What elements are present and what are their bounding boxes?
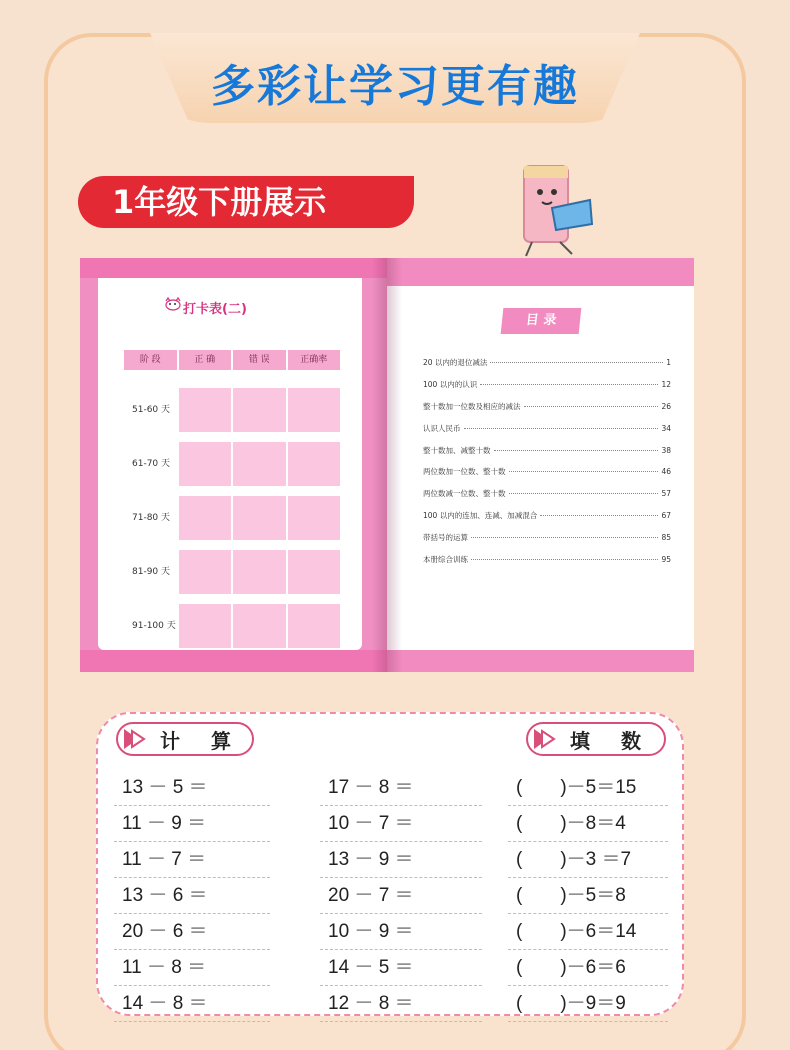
calc-equation: 11 － 9 ＝: [114, 806, 270, 842]
toc-item-title: 整十数加、减整十数: [423, 445, 491, 455]
table-row: [124, 388, 340, 432]
book-mascot-icon: [512, 160, 602, 260]
calc-equation: 13 － 9 ＝: [320, 842, 482, 878]
row-label: 71-80 天: [124, 496, 177, 540]
list-item: [423, 505, 671, 527]
calc-equation: 14 － 8 ＝: [114, 986, 270, 1022]
toc-item-title: 本册综合训练: [423, 554, 468, 564]
arrow-right-icon: [120, 725, 148, 753]
toc-item-title: 带括号的运算: [423, 532, 468, 542]
calc-equation: 11 － 8 ＝: [114, 950, 270, 986]
fill-equation: ( )－9＝9: [508, 986, 668, 1022]
toc-item-page: 34: [661, 423, 671, 433]
calc-equation: 12 － 8 ＝: [320, 986, 482, 1022]
table-row: [124, 550, 340, 594]
list-item: [423, 396, 671, 418]
toc-item-page: 85: [661, 532, 671, 542]
list-item: [423, 439, 671, 461]
calc-column-1: [114, 770, 270, 1022]
toc-item-page: 12: [661, 380, 671, 390]
row-label: 51-60 天: [124, 388, 177, 432]
list-item: [423, 461, 671, 483]
calc-equation: 10 － 7 ＝: [320, 806, 482, 842]
toc-item-page: 95: [661, 554, 671, 564]
list-item: [423, 417, 671, 439]
table-row: [124, 496, 340, 540]
toc-item-title: 100 以内的连加、连减、加减混合: [423, 510, 538, 520]
toc-item-page: 38: [661, 445, 671, 455]
toc-item-page: 26: [661, 401, 671, 411]
list-item: [423, 526, 671, 548]
fill-column: [508, 770, 668, 1022]
toc-item-page: 57: [661, 489, 671, 499]
calc-equation: 11 － 7 ＝: [114, 842, 270, 878]
calc-equation: 13 － 5 ＝: [114, 770, 270, 806]
toc-item-title: 认识人民币: [423, 423, 461, 433]
toc-list: [423, 352, 671, 570]
list-item: [423, 483, 671, 505]
calc-equation: 20 － 6 ＝: [114, 914, 270, 950]
puppy-icon: [164, 296, 182, 312]
page-title: 多彩让学习更有趣: [211, 61, 579, 112]
toc-item-title: 两位数减一位数、整十数: [423, 489, 506, 499]
checkin-sheet: [98, 278, 362, 650]
checkin-page: [80, 258, 387, 672]
arrow-right-icon: [530, 725, 558, 753]
col-header: 错 误: [233, 350, 286, 370]
calc-equation: 13 － 6 ＝: [114, 878, 270, 914]
toc-item-page: 67: [661, 510, 671, 520]
toc-item-title: 整十数加一位数及相应的减法: [423, 401, 521, 411]
toc-item-page: 46: [661, 467, 671, 477]
checkin-table-header: [124, 350, 340, 370]
toc-item-title: 100 以内的认识: [423, 380, 478, 390]
calc-section-label: 计 算: [116, 722, 254, 756]
exercise-card: [96, 712, 684, 1016]
fill-equation: ( )－5＝8: [508, 878, 668, 914]
fill-equation: ( )－3 ＝7: [508, 842, 668, 878]
col-header: 正 确: [179, 350, 232, 370]
table-row: [124, 604, 340, 648]
list-item: [423, 352, 671, 374]
toc-item-title: 20 以内的退位减法: [423, 358, 488, 368]
row-label: 81-90 天: [124, 550, 177, 594]
col-header: 阶 段: [124, 350, 177, 370]
list-item: [423, 374, 671, 396]
toc-title: 目 录: [501, 308, 582, 334]
fill-equation: ( )－8＝4: [508, 806, 668, 842]
checkin-title: 打卡表(二): [183, 302, 247, 317]
book-spread: [80, 258, 694, 672]
fill-equation: ( )－5＝15: [508, 770, 668, 806]
calc-equation: 10 － 9 ＝: [320, 914, 482, 950]
toc-page: [387, 258, 694, 672]
list-item: [423, 548, 671, 570]
calc-equation: 17 － 8 ＝: [320, 770, 482, 806]
calc-column-2: [320, 770, 482, 1022]
calc-equation: 20 － 7 ＝: [320, 878, 482, 914]
toc-item-page: 1: [666, 358, 671, 368]
row-label: 61-70 天: [124, 442, 177, 486]
toc-item-title: 两位数加一位数、整十数: [423, 467, 506, 477]
calc-equation: 14 － 5 ＝: [320, 950, 482, 986]
row-label: 91-100 天: [124, 604, 177, 648]
grade-badge: 1年级下册展示: [78, 176, 414, 228]
fill-section-label: 填 数: [526, 722, 666, 756]
col-header: 正确率: [288, 350, 341, 370]
table-row: [124, 442, 340, 486]
fill-equation: ( )－6＝14: [508, 914, 668, 950]
fill-equation: ( )－6＝6: [508, 950, 668, 986]
book-spine: [372, 258, 402, 672]
